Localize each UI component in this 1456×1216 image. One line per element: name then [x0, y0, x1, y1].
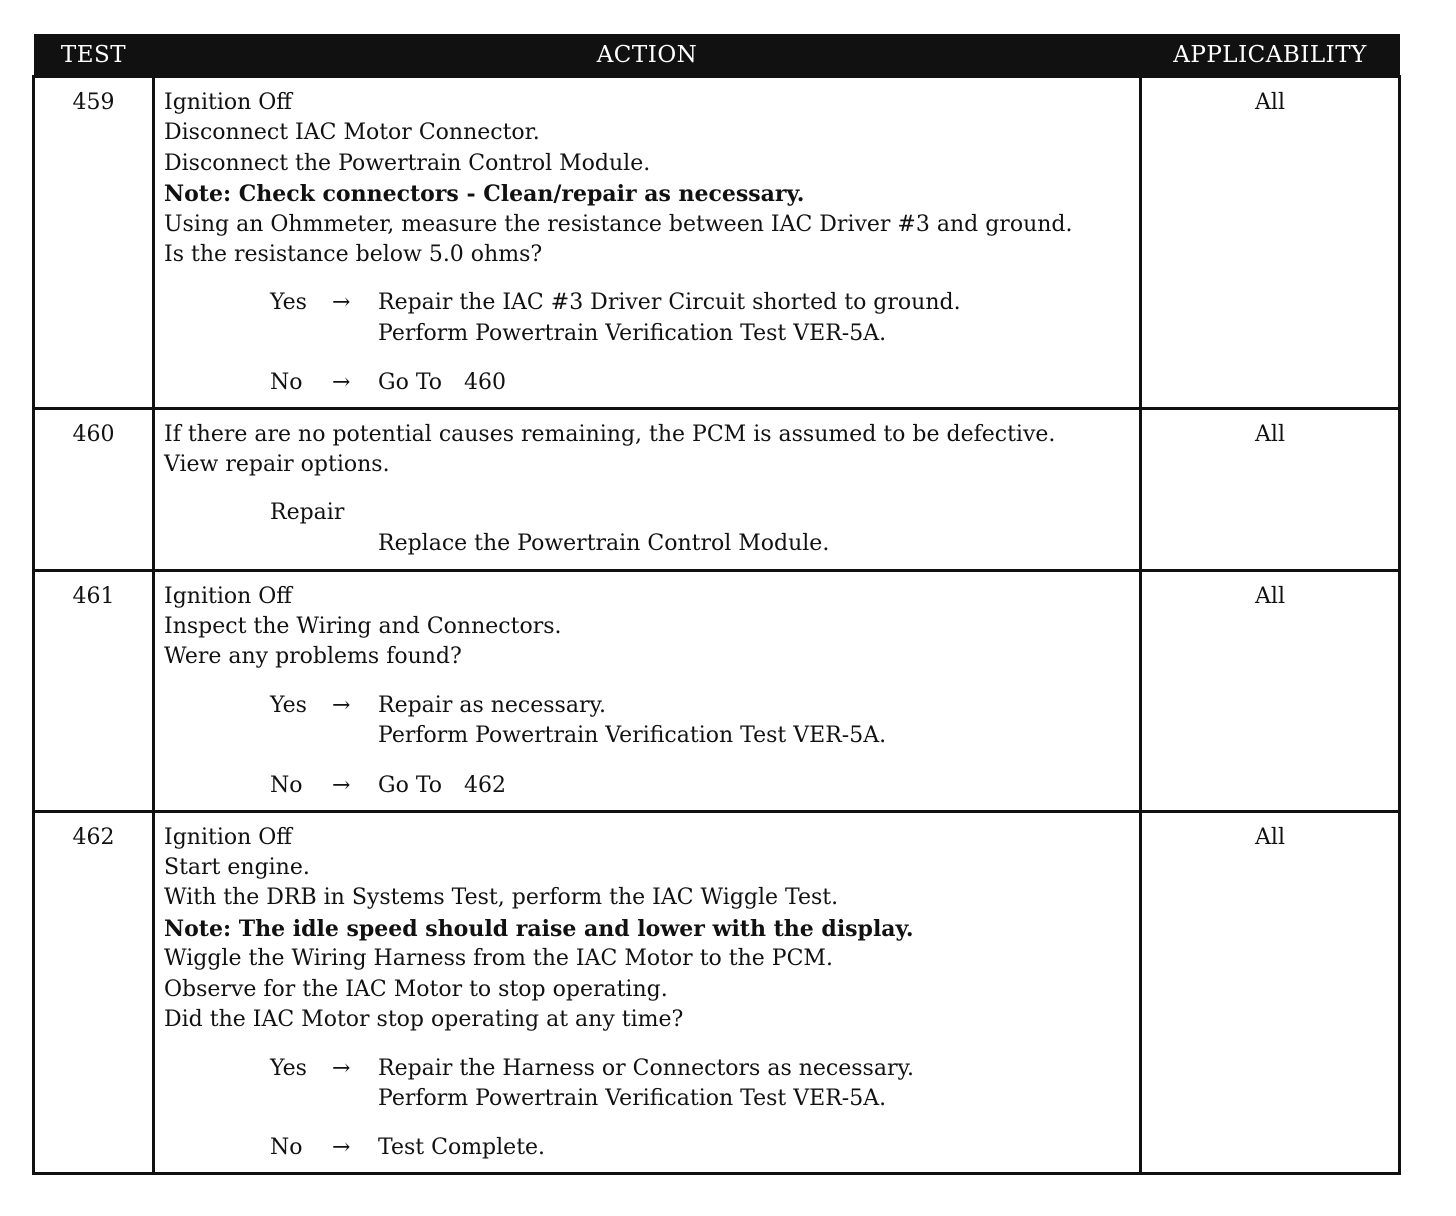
yes-outcome [270, 1054, 1131, 1115]
no-outcome [270, 1133, 1131, 1163]
action-note: Note: The idle speed should raise and lower with the display. [164, 915, 914, 942]
result-line: Repair the IAC #3 Driver Circuit shorted to ground. [378, 290, 961, 316]
no-result [378, 771, 506, 801]
action-line: Observe for the IAC Motor to stop operating. [164, 976, 668, 1002]
action-line: Ignition Off [164, 583, 292, 609]
action-line: Start engine. [164, 855, 310, 881]
action-cell [154, 408, 1141, 570]
result-line: Perform Powertrain Verification Test VER-5A. [378, 723, 887, 749]
diagnostic-test-table [32, 34, 1401, 1175]
repair-text: Replace the Powertrain Control Module. [378, 530, 830, 556]
diagnostic-test-table-page [32, 34, 1398, 1175]
right-arrow-icon: → [332, 1055, 351, 1081]
yes-label: Yes [270, 1055, 307, 1081]
action-cell [154, 77, 1141, 409]
no-result: Test Complete. [378, 1135, 546, 1161]
action-cell [154, 811, 1141, 1173]
header-test: TEST [34, 34, 154, 77]
right-arrow-icon: → [332, 772, 351, 798]
right-arrow-icon: → [332, 692, 351, 718]
yes-label: Yes [270, 290, 307, 316]
yes-result [378, 691, 886, 752]
goto-text: Go To [378, 370, 443, 396]
repair-label: Repair [270, 500, 345, 526]
no-outcome [270, 771, 1131, 801]
action-line: If there are no potential causes remaining, the PCM is assumed to be defective. [164, 421, 1056, 447]
no-label: No [270, 370, 303, 396]
action-question: Is the resistance below 5.0 ohms? [164, 242, 543, 268]
applicability-cell: All [1141, 811, 1400, 1173]
action-question: Were any problems found? [164, 644, 462, 670]
result-line: Repair as necessary. [378, 692, 606, 718]
yes-result [378, 1054, 914, 1115]
action-note: Note: Check connectors - Clean/repair as necessary. [164, 181, 805, 208]
action-cell [154, 570, 1141, 811]
goto-test-number: 460 [464, 370, 507, 396]
test-number: 462 [34, 811, 154, 1173]
applicability-cell: All [1141, 570, 1400, 811]
right-arrow-icon: → [332, 370, 351, 396]
no-label: No [270, 1135, 303, 1161]
action-line: Ignition Off [164, 824, 292, 850]
action-line: Wiggle the Wiring Harness from the IAC Motor to the PCM. [164, 946, 833, 972]
yes-result [378, 288, 961, 349]
table-row [34, 570, 1400, 811]
applicability-cell: All [1141, 408, 1400, 570]
no-result [378, 368, 506, 398]
table-row [34, 77, 1400, 409]
result-line: Perform Powertrain Verification Test VER-5A. [378, 1085, 887, 1111]
applicability-cell: All [1141, 77, 1400, 409]
action-line: With the DRB in Systems Test, perform the IAC Wiggle Test. [164, 885, 839, 911]
right-arrow-icon: → [332, 1135, 351, 1161]
result-line: Repair the Harness or Connectors as necessary. [378, 1055, 914, 1081]
result-line: Perform Powertrain Verification Test VER-5A. [378, 320, 887, 346]
action-line: View repair options. [164, 452, 390, 478]
action-line: Disconnect the Powertrain Control Module. [164, 150, 651, 176]
test-number: 459 [34, 77, 154, 409]
yes-label: Yes [270, 692, 307, 718]
goto-test-number: 462 [464, 772, 507, 798]
yes-outcome [270, 691, 1131, 752]
test-number: 460 [34, 408, 154, 570]
table-header-row [34, 34, 1400, 77]
table-row [34, 408, 1400, 570]
outcomes [164, 1054, 1131, 1164]
test-number: 461 [34, 570, 154, 811]
right-arrow-icon: → [332, 290, 351, 316]
header-applicability: APPLICABILITY [1141, 34, 1400, 77]
no-label: No [270, 772, 303, 798]
no-outcome [270, 368, 1131, 398]
outcomes [164, 288, 1131, 398]
yes-outcome [270, 288, 1131, 349]
action-question: Did the IAC Motor stop operating at any time? [164, 1007, 684, 1033]
action-line: Ignition Off [164, 90, 292, 115]
action-line: Using an Ohmmeter, measure the resistance between IAC Driver #3 and ground. [164, 211, 1073, 237]
table-row [34, 811, 1400, 1173]
action-line: Inspect the Wiring and Connectors. [164, 614, 562, 640]
header-action: ACTION [154, 34, 1141, 77]
action-line: Disconnect IAC Motor Connector. [164, 120, 540, 146]
goto-text: Go To [378, 772, 443, 798]
outcomes [164, 691, 1131, 801]
